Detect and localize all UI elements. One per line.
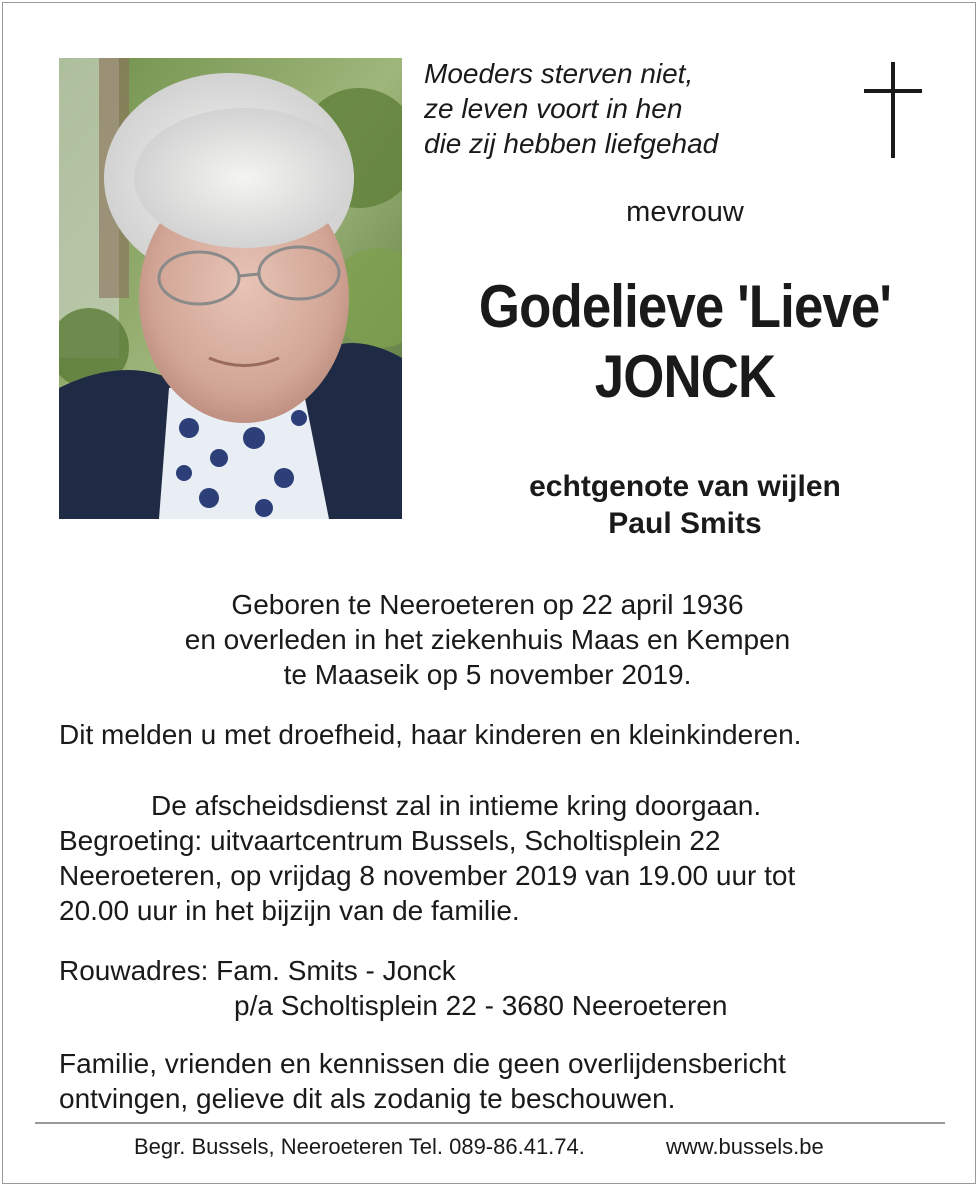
poem-line: Moeders sterven niet, xyxy=(424,58,694,89)
mourning-address xyxy=(59,953,727,1023)
closing-line: ontvingen, gelieve dit als zodanig te beschouwen. xyxy=(59,1083,676,1114)
closing-note xyxy=(59,1046,786,1116)
footer-divider xyxy=(35,1122,945,1124)
website-link[interactable]: www.bussels.be xyxy=(666,1134,824,1159)
service-info xyxy=(59,788,795,928)
birth-death-line: Geboren te Neeroeteren op 22 april 1936 xyxy=(231,589,744,620)
address-line: Rouwadres: Fam. Smits - Jonck xyxy=(59,955,456,986)
poem-line: die zij hebben liefgehad xyxy=(424,128,719,159)
spouse-info xyxy=(400,468,970,542)
birth-death-line: en overleden in het ziekenhuis Maas en Kempen xyxy=(184,624,791,655)
name-first: Godelieve 'Lieve' xyxy=(478,273,892,340)
service-line: De afscheidsdienst zal in intieme kring doorgaan. xyxy=(151,790,762,821)
address-line: p/a Scholtisplein 22 - 3680 Neeroeteren xyxy=(234,990,728,1021)
memorial-poem xyxy=(424,56,718,161)
cross-icon xyxy=(864,62,922,158)
funeral-home-info: Begr. Bussels, Neeroeteren Tel. 089-86.41.74. xyxy=(134,1134,585,1159)
portrait-photo xyxy=(59,58,402,519)
birth-death-line: te Maaseik op 5 november 2019. xyxy=(283,659,692,690)
closing-line: Familie, vrienden en kennissen die geen overlijdensbericht xyxy=(59,1048,786,1079)
birth-death-info xyxy=(40,587,935,692)
spouse-name: Paul Smits xyxy=(608,507,762,540)
service-line: Begroeting: uitvaartcentrum Bussels, Scholtisplein 22 xyxy=(59,825,721,856)
announcement: Dit melden u met droefheid, haar kinderen en kleinkinderen. xyxy=(59,719,802,750)
salutation: mevrouw xyxy=(626,196,744,228)
poem-line: ze leven voort in hen xyxy=(424,93,683,124)
deceased-name xyxy=(434,272,936,412)
name-last: JONCK xyxy=(594,343,776,410)
service-line: Neeroeteren, op vrijdag 8 november 2019 van 19.00 uur tot xyxy=(59,860,796,891)
service-line: 20.00 uur in het bijzijn van de familie. xyxy=(59,895,520,926)
spouse-line: echtgenote van wijlen xyxy=(529,470,841,503)
